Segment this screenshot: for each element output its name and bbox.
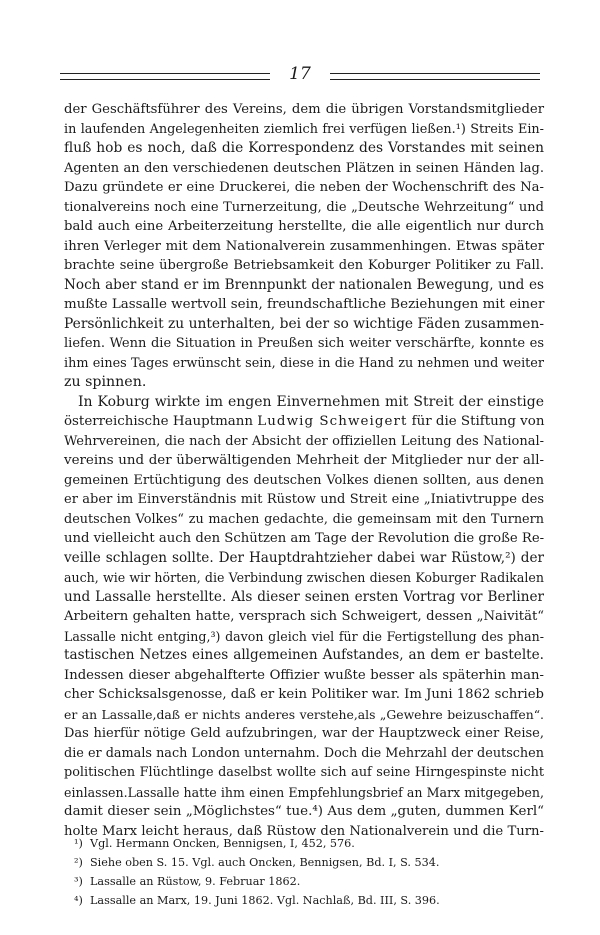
text-line: in laufenden Angelegenheiten ziemlich frei verfügen ließen.¹) Streits Ein- [64, 121, 544, 137]
text-line: fluß hob es noch, daß die Korrespondenz des Vorstandes mit seinen [64, 140, 544, 156]
header-rule-left [60, 73, 270, 80]
text-line: und vielleicht auch den Schützen am Tage der Revolution die große Re- [64, 531, 545, 546]
page-header [60, 66, 540, 86]
text-line: tionalvereins noch eine Turnerzeitung, die „Deutsche Wehrzeitung“ und [64, 199, 544, 215]
text-line: Wehrvereinen, die nach der Absicht der offiziellen Leitung des National- [64, 433, 544, 449]
text-line: gemeinen Ertüchtigung des deutschen Volkes dienen sollten, aus denen [64, 472, 544, 488]
text-line: Noch aber stand er im Brennpunkt der nationalen Bewegung, und es [64, 276, 544, 293]
text-line: cher Schicksalsgenosse, daß er kein Politiker war. Im Juni 1862 schrieb [64, 687, 544, 702]
text-line: Dazu gründete er eine Druckerei, die neben der Wochenschrift des Na- [64, 180, 544, 195]
text-line: Indessen dieser abgehalfterte Offizier wußte besser als späterhin man- [64, 667, 544, 683]
text-line: einlassen.Lassalle hatte ihm einen Empfehlungsbrief an Marx mitgegeben, [64, 784, 544, 800]
text-line: Arbeitern gehalten hatte, versprach sich Schweigert, dessen „Naivität“ [64, 609, 544, 624]
text-line: Lassalle nicht entging,³) davon gleich viel für die Fertigstellung des phan- [64, 628, 544, 644]
text-line [64, 412, 544, 432]
footnote-text: Vgl. Hermann Oncken, Bennigsen, I, 452, 576. [90, 837, 355, 850]
text-line: damit dieser sein „Möglichstes“ tue.⁴) Aus dem „guten, dummen Kerl“ [64, 804, 544, 819]
text-line: vereins und der überwältigenden Mehrheit der Mitglieder nur der all- [64, 453, 544, 468]
text-line: In Koburg wirkte im engen Einvernehmen mit Streit der einstige [78, 393, 544, 410]
text-segment: österreichische Hauptmann [64, 414, 258, 429]
footnote-number: ³) [74, 875, 83, 888]
text-line: veille schlagen sollte. Der Hauptdrahtzieher dabei war Rüstow,²) der [64, 549, 544, 566]
text-line: Das hierfür nötige Geld aufzubringen, war der Hauptzweck einer Reise, [64, 726, 544, 741]
text-line: holte Marx leicht heraus, daß Rüstow den Nationalverein und die Turn- [64, 823, 544, 839]
text-line: politischen Flüchtlinge daselbst wollte sich auf seine Hirngespinste nicht [64, 765, 544, 780]
footnote-number: ⁴) [74, 894, 83, 907]
text-segment: für die Stiftung von [407, 414, 545, 429]
text-line: er aber im Einverständnis mit Rüstow und Streit eine „Iniativtruppe des [64, 492, 544, 507]
text-line: bald auch eine Arbeiterzeitung herstellte, die alle eigentlich nur durch [64, 219, 544, 234]
footnote-text: Lassalle an Rüstow, 9. Februar 1862. [90, 875, 301, 888]
footnote-text: Lassalle an Marx, 19. Juni 1862. Vgl. Nachlaß, Bd. III, S. 396. [90, 894, 440, 907]
footnotes [74, 834, 514, 910]
text-line: ihm eines Tages erwünscht sein, diese in die Hand zu nehmen und weiter [64, 355, 544, 371]
footnote-text: Siehe oben S. 15. Vgl. auch Oncken, Bennigsen, Bd. I, S. 534. [90, 856, 440, 869]
header-rule-right [330, 73, 540, 80]
text-line: tastischen Netzes eines allgemeinen Aufstandes, an dem er bastelte. [64, 647, 544, 663]
text-line: auch, wie wir hörten, die Verbindung zwischen diesen Koburger Radikalen [64, 570, 544, 585]
text-line: zu spinnen. [64, 374, 147, 390]
person-name-spaced: Ludwig Schweigert [257, 414, 408, 429]
footnote [74, 872, 514, 891]
text-line: die er damals nach London unternahm. Doch die Mehrzahl der deutschen [64, 745, 544, 761]
text-line: Persönlichkeit zu unterhalten, bei der so wichtige Fäden zusammen- [64, 315, 544, 332]
footnote [74, 891, 514, 910]
text-line: mußte Lassalle wertvoll sein, freundschaftliche Beziehungen mit einer [64, 297, 545, 312]
text-line: der Geschäftsführer des Vereins, dem die übrigen Vorstandsmitglieder [64, 102, 544, 117]
text-line: Agenten an den verschiedenen deutschen Plätzen in seinen Händen lag. [64, 160, 544, 176]
text-line: liefen. Wenn die Situation in Preußen sich weiter verschärfte, konnte es [64, 336, 544, 351]
text-line: und Lassalle herstellte. Als dieser seinen ersten Vortrag vor Berliner [64, 588, 544, 605]
text-line: deutschen Volkes“ zu machen gedachte, die gemeinsam mit den Turnern [64, 511, 544, 527]
body-text [64, 100, 544, 841]
text-line: ihren Verleger mit dem Nationalverein zusammenhingen. Etwas später [64, 238, 544, 254]
footnote [74, 834, 514, 853]
footnote [74, 853, 514, 872]
footnote-number: ²) [74, 856, 83, 869]
page-number: 17 [289, 64, 311, 84]
text-line: er an Lassalle,daß er nichts anderes verstehe,als „Gewehre beizuschaffen“. [64, 706, 544, 722]
footnote-number: ¹) [74, 837, 83, 850]
text-line: brachte seine übergroße Betriebsamkeit den Koburger Politiker zu Fall. [64, 258, 544, 273]
